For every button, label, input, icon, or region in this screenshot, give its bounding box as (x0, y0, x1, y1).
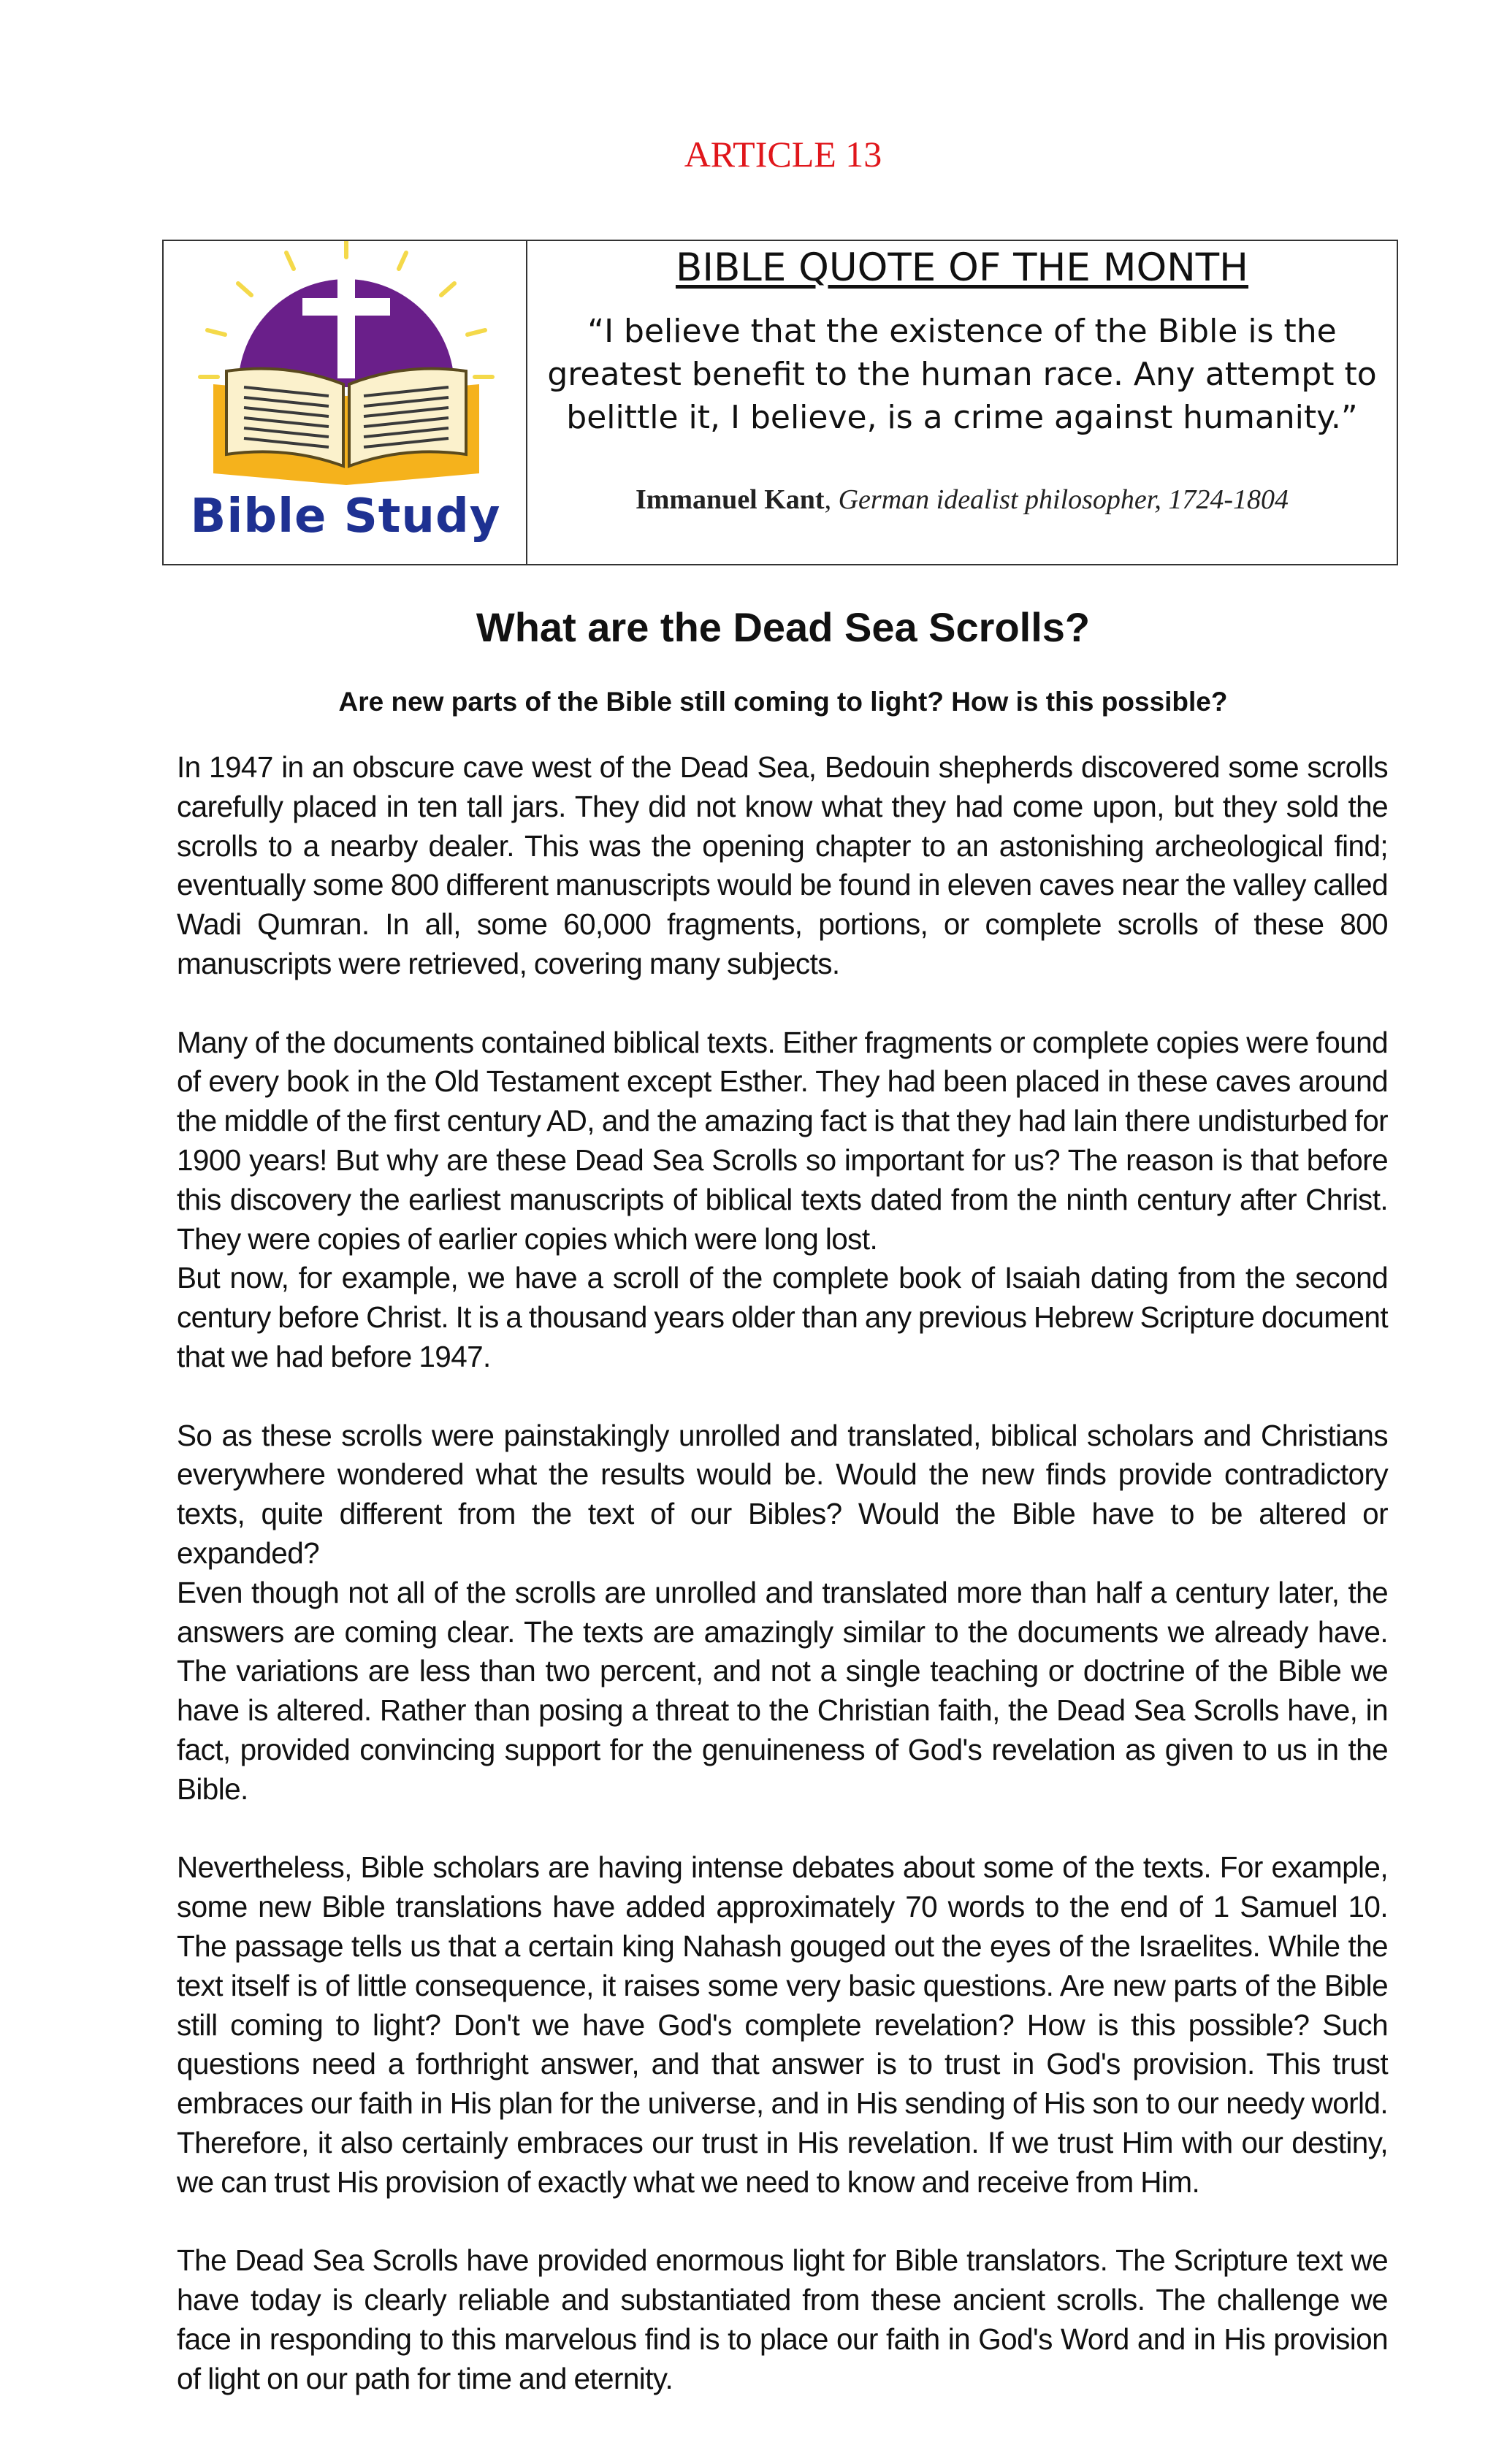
paragraph: But now, for example, we have a scroll of the complete book of Isaiah dating from the second century before Christ. It is a thousand years older than any previous Hebrew Scripture document that we had before 1947. (177, 1261, 1388, 1373)
article-body (177, 748, 1388, 2398)
paragraph: Even though not all of the scrolls are unrolled and translated more than half a century later, the answers are coming clear. The texts are amazingly similar to the documents we already have. The variations are less than two percent, and not a single teaching or doctrine of the Bible we have is altered. Rather than posing a threat to the Christian faith, the Dead Sea Scrolls have, in fact, provided convincing support for the genuineness of God's revelation as given to us in the Bible. (177, 1575, 1388, 1806)
paragraph: In 1947 in an obscure cave west of the Dead Sea, Bedouin shepherds discovered some scrolls carefully placed in ten tall jars. They did not know what they had come upon, but they sold the scrolls to a nearby dealer. This was the opening chapter to an astonishing archeological find; eventually some 800 different manuscripts would be found in eleven caves near the valley called Wadi Qumran. In all, some 60,000 fragments, portions, or complete scrolls of these 800 manuscripts were retrieved, covering many subjects. (177, 750, 1388, 980)
quote-author: Immanuel Kant (635, 484, 825, 515)
paragraph: So as these scrolls were painstakingly unrolled and translated, biblical scholars and Christians everywhere wondered what the results would be. Would the new finds provide contradictory texts, quite different from the text of our Bibles? Would the Bible have to be altered or expanded? (177, 1418, 1388, 1570)
article-title: What are the Dead Sea Scrolls? (476, 604, 1091, 650)
quote-text: “I believe that the existence of the Bible is the greatest benefit to the human race. Any attempt to belittle it, I believe, is a crime against humanity.” (547, 313, 1377, 436)
quote-of-the-month-box (162, 240, 1398, 565)
paragraph: Many of the documents contained biblical texts. Either fragments or complete copies were found of every book in the Old Testament except Esther. They had been placed in these caves around the middle of the first century AD, and the amazing fact is that they had lain there undisturbed for 1900 years! But why are these Dead Sea Scrolls so important for us? The reason is that before this discovery the earliest manuscripts of biblical texts dated from the ninth century after Christ. They were copies of earlier copies which were long lost. (177, 1025, 1388, 1256)
quote-heading: BIBLE QUOTE OF THE MONTH (675, 245, 1249, 290)
quote-attribution: Immanuel Kant, German idealist philosopher, 1724-1804 (635, 484, 1289, 515)
paragraph: The Dead Sea Scrolls have provided enormous light for Bible translators. The Scripture text we have today is clearly reliable and substantiated from these ancient scrolls. The challenge we face in responding to this marvelous find is to place our faith in God's Word and in His provision of light on our path for time and eternity. (177, 2243, 1388, 2395)
logo-caption: Bible Study (190, 489, 501, 543)
paragraph: Nevertheless, Bible scholars are having intense debates about some of the texts. For example, some new Bible translations have added approximately 70 words to the end of 1 Samuel 10. The passage tells us that a certain king Nahash gouged out the eyes of the Israelites. While the text itself is of little consequence, it raises some very basic questions. Are new parts of the Bible still coming to light? Don't we have God's complete revelation? How is this possible? Such questions need a forthright answer, and that answer is to trust in God's provision. This trust embraces our faith in His plan for the universe, and in His sending of His son to our needy world. Therefore, it also certainly embraces our trust in His revelation. If we trust Him with our destiny, we can trust His provision of exactly what we need to know and receive from Him. (177, 1850, 1388, 2199)
article-subtitle: Are new parts of the Bible still coming to light? How is this possible? (338, 687, 1228, 717)
quote-cell (527, 241, 1397, 564)
article-label: ARTICLE 13 (684, 134, 882, 175)
logo-cell (164, 241, 527, 564)
quote-author-description: German idealist philosopher, 1724-1804 (838, 484, 1289, 515)
